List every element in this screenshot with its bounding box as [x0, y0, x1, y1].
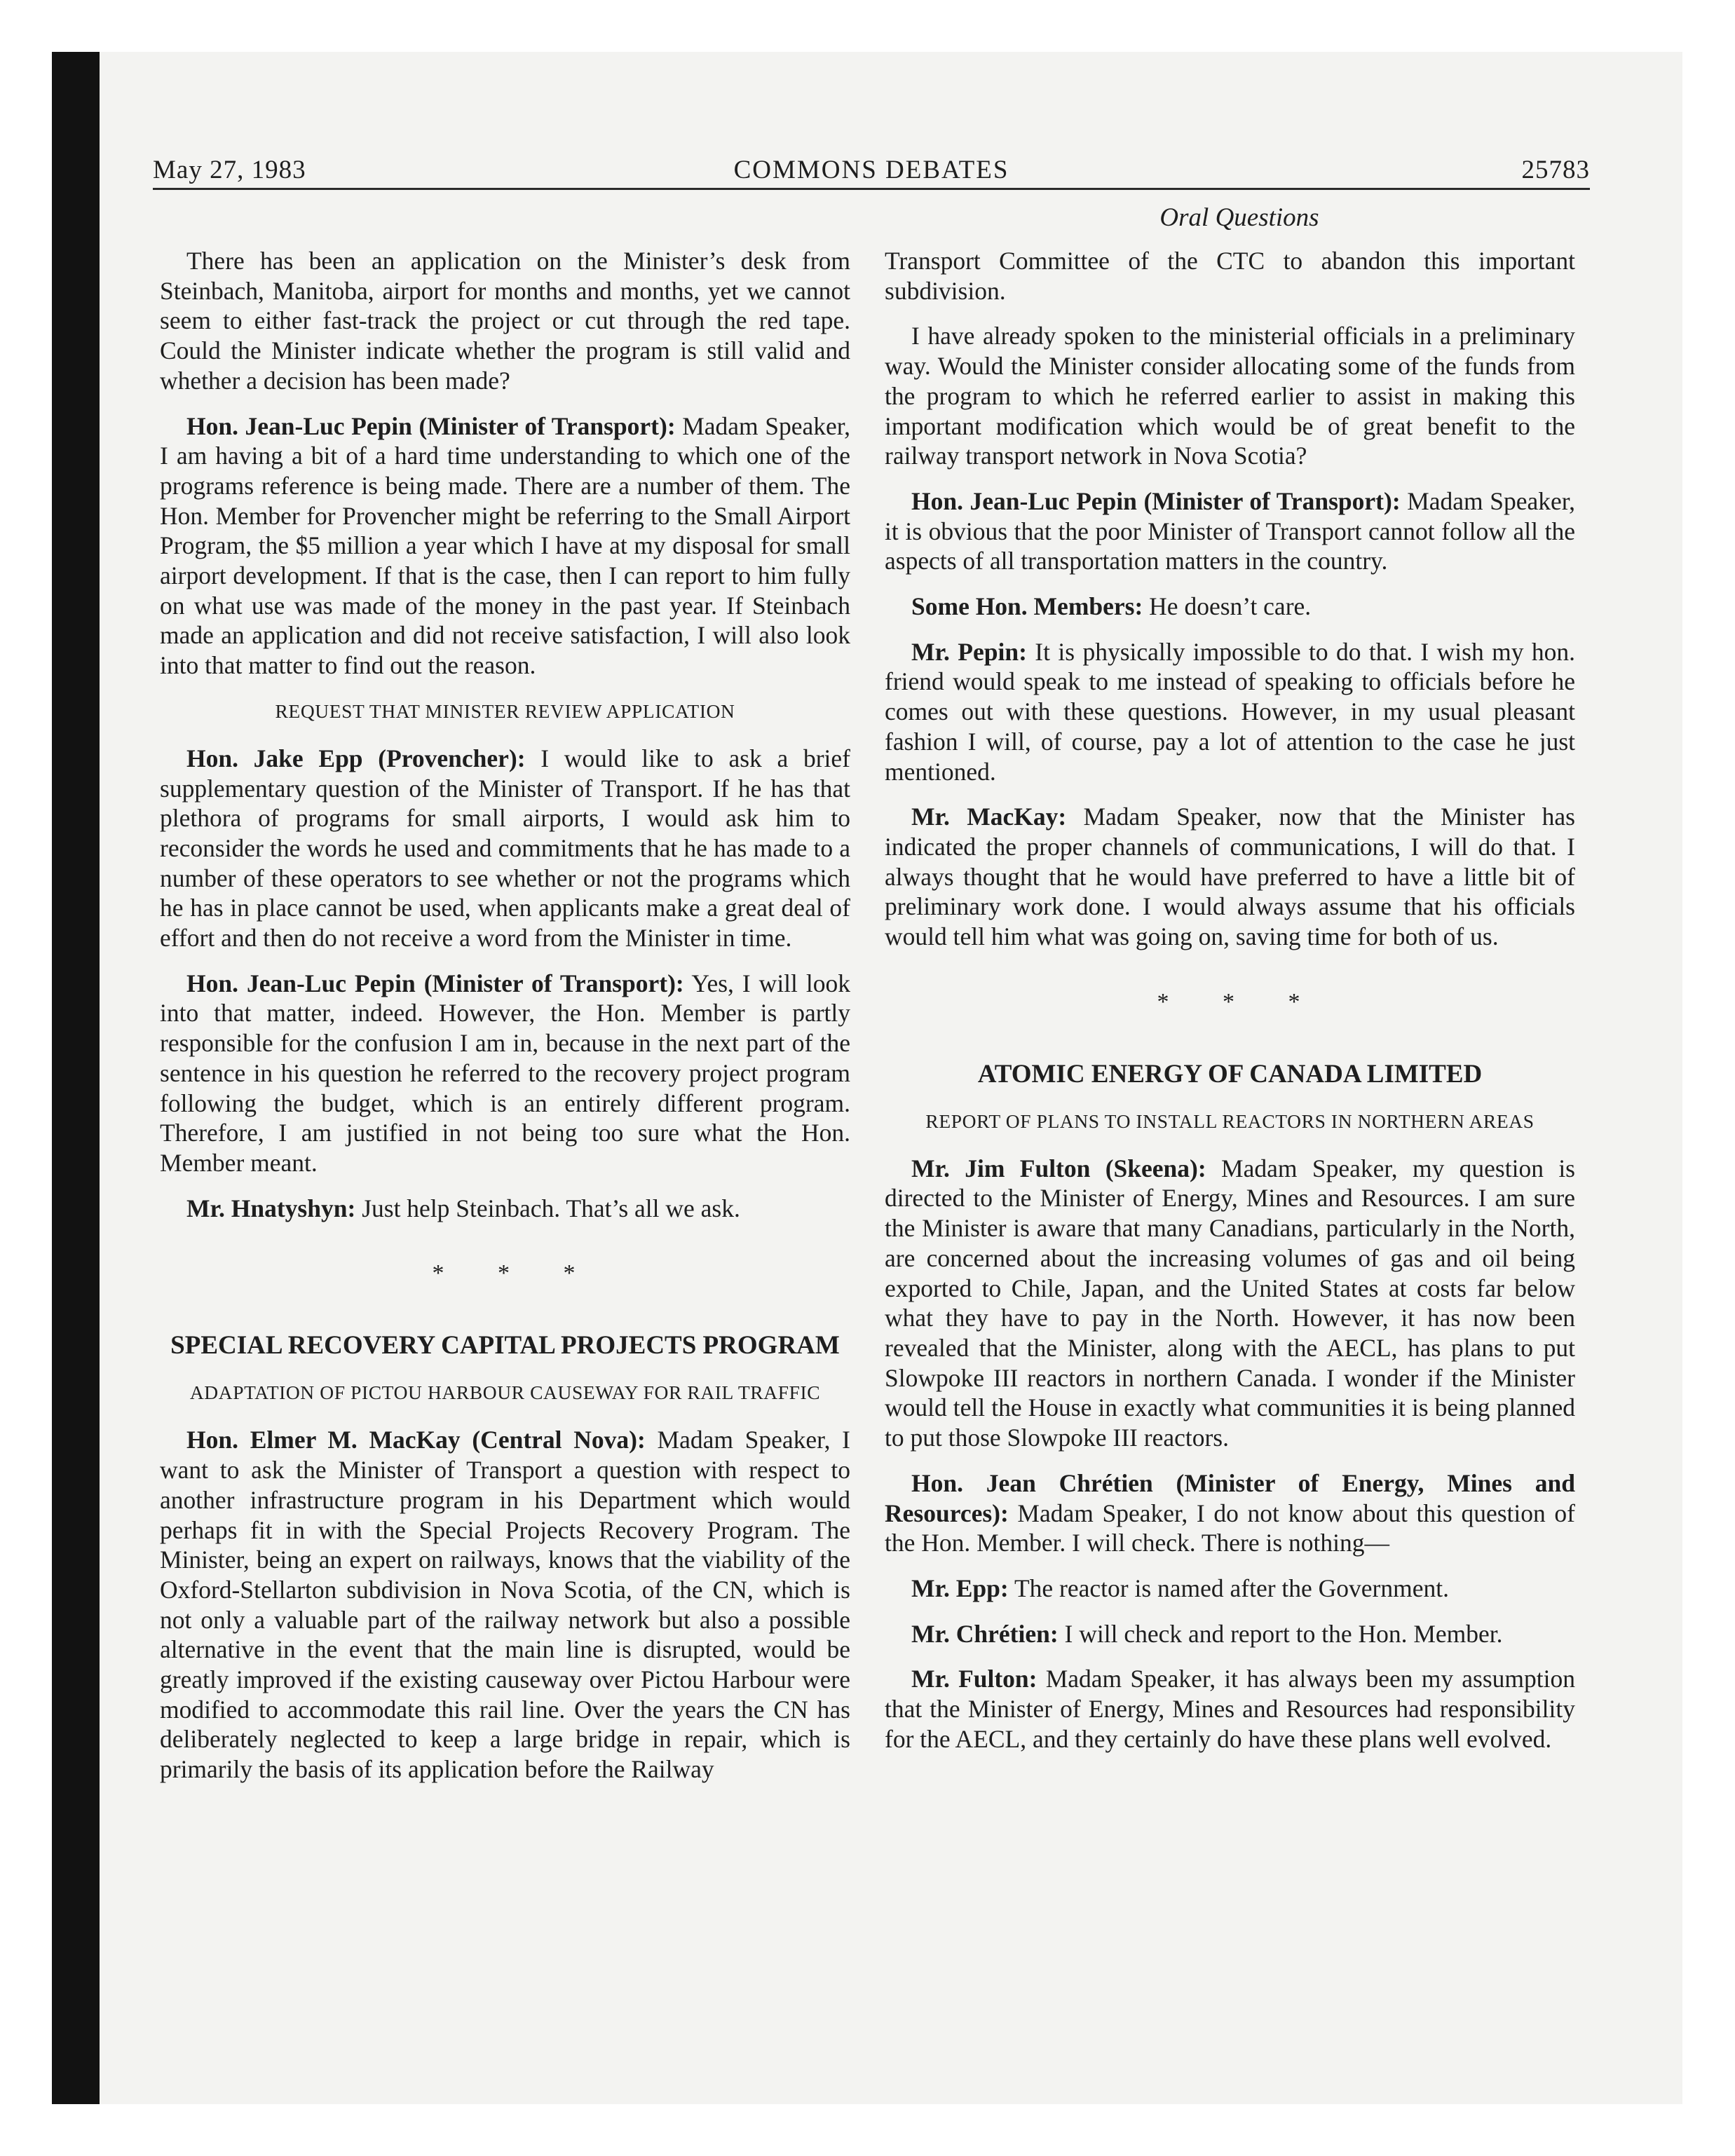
speaker-name: Mr. Chrétien: [911, 1619, 1059, 1648]
subheading: REPORT OF PLANS TO INSTALL REACTORS IN NORTHERN AREAS [925, 1110, 1535, 1132]
section-label: Oral Questions [1159, 203, 1319, 232]
speaker-name: Mr. Jim Fulton (Skeena): [911, 1154, 1206, 1182]
speaker-name: Mr. MacKay: [911, 803, 1067, 831]
paragraph-text: It is physically impossible to do that. I wish my hon. friend would speak to me instead of speaking to officials before he comes out with these questions. However, in my usual pleasant fashion I will, of course, pay a lot of attention to the case he just mentioned. [885, 637, 1576, 786]
paragraph-text: Madam Speaker, it has always been my assumption that the Minister of Energy, Mines and Resources had responsibility for the AECL, and they certainly do have these plans well evolved. [885, 1665, 1575, 1753]
paragraph-text: Just help Steinbach. That’s all we ask. [355, 1194, 740, 1222]
speaker-name: Some Hon. Members: [911, 592, 1143, 621]
paragraph-text: Madam Speaker, I am having a bit of a hard time understanding to which one of the programs reference is being made. There are a number of them. The Hon. Member for Provencher might be referring to the Small Airport Program, the $5 million a year which I have at my disposal for small airport development. If that is the case, then I can report to him fully on what use was made of the money in the past year. If Steinbach made an application and did not receive satisfaction, I will also look into that matter to find out the reason. [160, 411, 850, 680]
right-column [885, 246, 1575, 1769]
paragraph-text: I would like to ask a brief supplementary question of the Minister of Transport. If he has that plethora of programs for small airports, I would ask him to reconsider the words he used and commitments that he has made to a number of these operators to see whether or not the programs which he has in place cannot be used, when applicants make a great deal of effort and then do not receive a word from the Minister in time. [160, 744, 850, 953]
paragraph [160, 411, 850, 681]
paragraph-text: I will check and report to the Hon. Member. [1058, 1619, 1503, 1648]
paragraph-text: Madam Speaker, my question is directed to the Minister of Energy, Mines and Resources. I am sure the Minister is aware that many Canadians, particularly in the North, are concerned about the increasing volumes of gas and oil being exported to Chile, Japan, and the United States at costs far below what they have to pay in the North. However, it has now been revealed that the Minister, along with the AECL, has plans to put Slowpoke III reactors in northern Canada. I wonder if the Minister would tell the House in exactly what communities it is being planned to put those Slowpoke III reactors. [885, 1154, 1575, 1452]
paragraph [885, 1574, 1575, 1604]
paragraph [885, 486, 1575, 576]
subheading: REQUEST THAT MINISTER REVIEW APPLICATION [275, 700, 735, 722]
paragraph-text: Madam Speaker, I do not know about this question of the Hon. Member. I will check. There is nothing— [885, 1499, 1575, 1557]
paragraph [885, 802, 1575, 952]
speaker-name: Hon. Jean-Luc Pepin (Minister of Transport): [186, 969, 684, 997]
paragraph [160, 1194, 850, 1224]
subheading: ADAPTATION OF PICTOU HARBOUR CAUSEWAY FOR RAIL TRAFFIC [189, 1381, 821, 1404]
header-page-number: 25783 [1521, 156, 1590, 184]
paragraph-text: Madam Speaker, it is obvious that the poor Minister of Transport cannot follow all the aspects of all transportation matters in the country. [885, 486, 1575, 575]
paragraph [885, 1154, 1575, 1453]
paragraph-text: The reactor is named after the Government. [1008, 1574, 1449, 1602]
header-rule [153, 188, 1590, 190]
paragraph-text: There has been an application on the Minister’s desk from Steinbach, Manitoba, airport for months and months, yet we cannot seem to either fast-track the project or cut through the red tape. Could the Minister indicate whether the program is still valid and whether a decision has been made? [160, 247, 850, 395]
header-title: COMMONS DEBATES [733, 156, 1009, 184]
paragraph [885, 637, 1575, 787]
paragraph [160, 744, 850, 953]
paragraph [160, 246, 850, 396]
left-column [160, 246, 850, 1800]
paragraph [885, 592, 1575, 622]
paragraph [160, 1425, 850, 1784]
paragraph [885, 246, 1575, 306]
paragraph-text: Transport Committee of the CTC to abandon this important subdivision. [885, 247, 1575, 305]
page-header [153, 153, 1590, 188]
paragraph [885, 1619, 1575, 1649]
section-heading: SPECIAL RECOVERY CAPITAL PROJECTS PROGRAM [170, 1331, 840, 1360]
speaker-name: Hon. Elmer M. MacKay (Central Nova): [186, 1426, 646, 1454]
binding-edge [52, 52, 100, 2104]
paragraph [160, 969, 850, 1178]
paragraph-text: I have already spoken to the ministerial officials in a preliminary way. Would the Minister consider allocating some of the funds from the program to which he referred earlier to assist in making this important modification which would be of great benefit to the railway transport network in Nova Scotia? [885, 322, 1575, 470]
section-heading: ATOMIC ENERGY OF CANADA LIMITED [977, 1059, 1483, 1089]
header-date: May 27, 1983 [153, 156, 306, 184]
paragraph [885, 1664, 1575, 1754]
speaker-name: Mr. Fulton: [911, 1665, 1037, 1693]
speaker-name: Hon. Jake Epp (Provencher): [186, 744, 526, 772]
section-separator: * * * [1157, 988, 1324, 1015]
speaker-name: Hon. Jean-Luc Pepin (Minister of Transport): [186, 411, 676, 440]
speaker-name: Mr. Epp: [911, 1574, 1009, 1602]
paragraph [885, 1468, 1575, 1558]
section-separator: * * * [432, 1260, 599, 1287]
speaker-name: Mr. Pepin: [911, 637, 1027, 666]
paragraph-text: Yes, I will look into that matter, indeed. However, the Hon. Member is partly responsible for the confusion I am in, because in the next part of the sentence in his question he referred to the recovery project program following the budget, which is an entirely different program. Therefore, I am justified in not being too sure what the Hon. Member meant. [160, 969, 850, 1177]
speaker-name: Mr. Hnatyshyn: [186, 1194, 356, 1222]
paragraph-text: He doesn’t care. [1143, 592, 1312, 621]
paragraph-text: Madam Speaker, I want to ask the Minister of Transport a question with respect to another infrastructure program in his Department which would perhaps fit in with the Special Projects Recovery Program. The Minister, being an expert on railways, knows that the viability of the Oxford-Stellarton subdivision in Nova Scotia, of the CN, which is not only a valuable part of the railway network but also a possible alternative in the event that the main line is disrupted, would be greatly improved if the existing causeway over Pictou Harbour were modified to accommodate this rail line. Over the years the CN has deliberately neglected to keep a large bridge in repair, which is primarily the basis of its application before the Railway [160, 1426, 851, 1784]
speaker-name: Hon. Jean-Luc Pepin (Minister of Transport): [911, 486, 1401, 515]
speaker-name: Hon. Jean Chrétien (Minister of Energy, Mines and Resources): [885, 1468, 1575, 1527]
paragraph-text: Madam Speaker, now that the Minister has indicated the proper channels of communications, I will do that. I always thought that he would have preferred to have a little bit of preliminary work done. I would always assume that his officials would tell him what was going on, saving time for both of us. [885, 803, 1576, 951]
paragraph [885, 321, 1575, 471]
